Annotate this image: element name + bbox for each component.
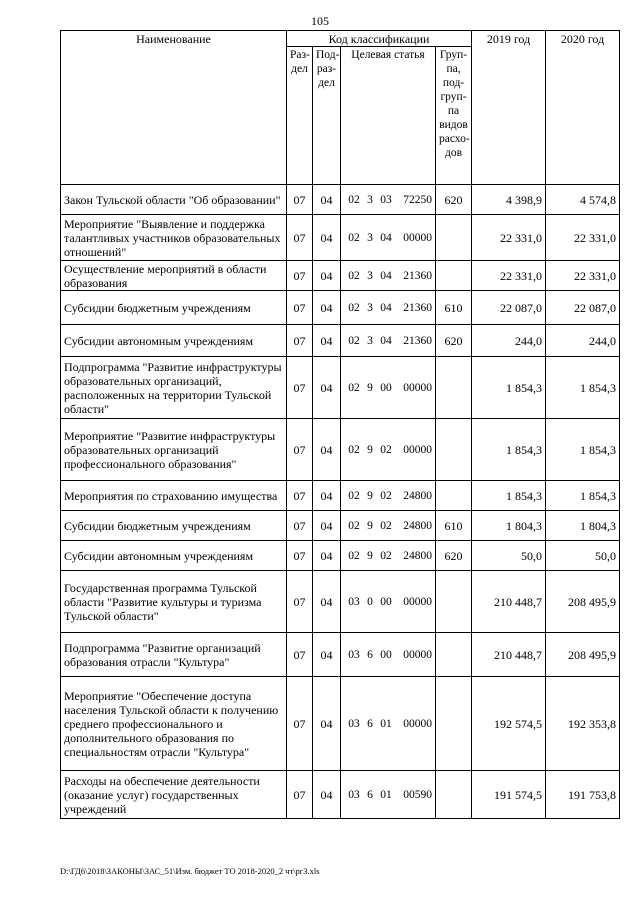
target-subprogram: 3 (367, 193, 373, 206)
table-row (61, 771, 620, 819)
row-expense-group: 620 (436, 541, 472, 571)
row-name: Закон Тульской области "Об образовании" (61, 185, 287, 215)
target-direction: 21360 (403, 334, 432, 347)
header-target-article: Целевая статья (341, 47, 436, 185)
row-amount-2020: 1 854,3 (546, 419, 620, 481)
target-program: 02 (348, 269, 360, 282)
table-row (61, 419, 620, 481)
row-amount-2020: 191 753,8 (546, 771, 620, 819)
row-name: Субсидии автономным учреждениям (61, 541, 287, 571)
row-target-article (341, 541, 436, 571)
header-section: Раз- дел (287, 47, 313, 185)
row-amount-2020: 4 574,8 (546, 185, 620, 215)
target-event: 00 (380, 595, 392, 608)
row-amount-2019: 192 574,5 (472, 677, 546, 771)
target-program: 03 (348, 648, 360, 661)
row-target-article (341, 771, 436, 819)
target-program: 02 (348, 193, 360, 206)
row-amount-2020: 22 087,0 (546, 291, 620, 325)
target-subprogram: 3 (367, 301, 373, 314)
row-name: Мероприятие "Выявление и поддержка талантливых участников образовательных отношений" (61, 215, 287, 261)
row-name: Субсидии бюджетным учреждениям (61, 291, 287, 325)
target-event: 04 (380, 334, 392, 347)
target-direction: 21360 (403, 269, 432, 282)
row-amount-2019: 1 804,3 (472, 511, 546, 541)
target-direction: 00000 (403, 648, 432, 661)
row-amount-2019: 22 331,0 (472, 215, 546, 261)
table-row (61, 481, 620, 511)
row-target-article (341, 633, 436, 677)
row-expense-group (436, 419, 472, 481)
row-amount-2019: 50,0 (472, 541, 546, 571)
row-expense-group: 610 (436, 291, 472, 325)
table-row (61, 357, 620, 419)
row-amount-2020: 22 331,0 (546, 261, 620, 291)
row-expense-group: 610 (436, 511, 472, 541)
budget-rows (61, 185, 620, 819)
row-expense-group (436, 633, 472, 677)
row-section: 07 (287, 261, 313, 291)
target-event: 04 (380, 301, 392, 314)
target-direction: 00000 (403, 717, 432, 730)
row-target-article (341, 571, 436, 633)
row-section: 07 (287, 481, 313, 511)
row-amount-2020: 244,0 (546, 325, 620, 357)
row-amount-2019: 1 854,3 (472, 419, 546, 481)
row-subsection: 04 (313, 571, 341, 633)
header-subsection: Под- раз- дел (313, 47, 341, 185)
target-direction: 00590 (403, 788, 432, 801)
page-number: 105 (311, 14, 329, 28)
target-subprogram: 9 (367, 489, 373, 502)
row-target-article (341, 261, 436, 291)
row-name: Государственная программа Тульской области "Развитие культуры и туризма Тульской области" (61, 571, 287, 633)
table-row (61, 261, 620, 291)
target-subprogram: 6 (367, 717, 373, 730)
row-name: Расходы на обеспечение деятельности (оказание услуг) государственных учреждений (61, 771, 287, 819)
target-program: 03 (348, 717, 360, 730)
row-name: Осуществление мероприятий в области образования (61, 261, 287, 291)
target-subprogram: 3 (367, 231, 373, 244)
row-subsection: 04 (313, 261, 341, 291)
row-amount-2019: 1 854,3 (472, 481, 546, 511)
header-year-2020: 2020 год (546, 31, 620, 185)
target-subprogram: 9 (367, 519, 373, 532)
row-amount-2019: 210 448,7 (472, 571, 546, 633)
row-section: 07 (287, 357, 313, 419)
row-amount-2019: 22 331,0 (472, 261, 546, 291)
row-target-article (341, 357, 436, 419)
target-program: 02 (348, 301, 360, 314)
table-row (61, 215, 620, 261)
row-subsection: 04 (313, 481, 341, 511)
target-direction: 00000 (403, 595, 432, 608)
target-direction: 24800 (403, 489, 432, 502)
target-event: 02 (380, 519, 392, 532)
target-event: 02 (380, 443, 392, 456)
row-amount-2020: 192 353,8 (546, 677, 620, 771)
row-expense-group: 620 (436, 185, 472, 215)
row-section: 07 (287, 677, 313, 771)
row-section: 07 (287, 541, 313, 571)
row-expense-group (436, 357, 472, 419)
target-event: 02 (380, 489, 392, 502)
row-subsection: 04 (313, 633, 341, 677)
file-path-footer: D:\ГД6\2018\ЗАКОНЫ\ЗАС_51\Изм. бюджет ТО 2018-2020_2 чт\рг3.xls (60, 866, 320, 876)
row-amount-2019: 4 398,9 (472, 185, 546, 215)
header-classification: Код классификации (287, 31, 472, 47)
row-name: Субсидии автономным учреждениям (61, 325, 287, 357)
row-target-article (341, 215, 436, 261)
row-amount-2020: 1 854,3 (546, 357, 620, 419)
row-subsection: 04 (313, 677, 341, 771)
target-direction: 00000 (403, 231, 432, 244)
target-program: 02 (348, 489, 360, 502)
table-row (61, 677, 620, 771)
table-row (61, 571, 620, 633)
row-amount-2020: 208 495,9 (546, 571, 620, 633)
table-row (61, 633, 620, 677)
row-target-article (341, 481, 436, 511)
row-amount-2020: 50,0 (546, 541, 620, 571)
target-subprogram: 6 (367, 788, 373, 801)
row-name: Мероприятие "Обеспечение доступа населения Тульской области к получению среднего профессионального и дополнительного образования по специальностям отрасли "Культура" (61, 677, 287, 771)
row-amount-2019: 191 574,5 (472, 771, 546, 819)
row-section: 07 (287, 633, 313, 677)
target-program: 03 (348, 788, 360, 801)
target-event: 03 (380, 193, 392, 206)
row-target-article (341, 419, 436, 481)
target-program: 02 (348, 519, 360, 532)
row-subsection: 04 (313, 419, 341, 481)
table-row (61, 511, 620, 541)
row-expense-group: 620 (436, 325, 472, 357)
target-direction: 00000 (403, 381, 432, 394)
row-subsection: 04 (313, 357, 341, 419)
target-program: 02 (348, 549, 360, 562)
header-expense-group: Груп- па, под- груп- па видов расхо- дов (436, 47, 472, 185)
row-expense-group (436, 215, 472, 261)
row-section: 07 (287, 325, 313, 357)
target-event: 00 (380, 648, 392, 661)
row-name: Субсидии бюджетным учреждениям (61, 511, 287, 541)
target-direction: 00000 (403, 443, 432, 456)
row-expense-group (436, 571, 472, 633)
row-subsection: 04 (313, 325, 341, 357)
table-row (61, 291, 620, 325)
row-amount-2019: 1 854,3 (472, 357, 546, 419)
target-subprogram: 0 (367, 595, 373, 608)
target-direction: 72250 (403, 193, 432, 206)
row-section: 07 (287, 291, 313, 325)
row-section: 07 (287, 511, 313, 541)
row-subsection: 04 (313, 185, 341, 215)
table-row (61, 325, 620, 357)
row-section: 07 (287, 419, 313, 481)
row-amount-2020: 1 804,3 (546, 511, 620, 541)
row-target-article (341, 185, 436, 215)
header-year-2019: 2019 год (472, 31, 546, 185)
target-direction: 24800 (403, 519, 432, 532)
target-program: 02 (348, 334, 360, 347)
row-section: 07 (287, 571, 313, 633)
row-subsection: 04 (313, 511, 341, 541)
row-target-article (341, 325, 436, 357)
row-amount-2019: 210 448,7 (472, 633, 546, 677)
row-amount-2020: 208 495,9 (546, 633, 620, 677)
budget-table (60, 30, 620, 819)
target-program: 02 (348, 443, 360, 456)
row-subsection: 04 (313, 541, 341, 571)
row-amount-2019: 22 087,0 (472, 291, 546, 325)
row-expense-group (436, 261, 472, 291)
header-name: Наименование (61, 31, 287, 185)
row-expense-group (436, 677, 472, 771)
row-name: Мероприятие "Развитие инфраструктуры образовательных организаций профессионального образования" (61, 419, 287, 481)
target-subprogram: 3 (367, 334, 373, 347)
row-amount-2020: 1 854,3 (546, 481, 620, 511)
target-program: 03 (348, 595, 360, 608)
target-program: 02 (348, 381, 360, 394)
target-subprogram: 9 (367, 549, 373, 562)
target-subprogram: 3 (367, 269, 373, 282)
target-program: 02 (348, 231, 360, 244)
row-name: Подпрограмма "Развитие организаций образования отрасли "Культура" (61, 633, 287, 677)
table-row (61, 185, 620, 215)
row-target-article (341, 677, 436, 771)
target-event: 04 (380, 231, 392, 244)
target-event: 02 (380, 549, 392, 562)
target-event: 00 (380, 381, 392, 394)
row-amount-2019: 244,0 (472, 325, 546, 357)
row-section: 07 (287, 771, 313, 819)
row-name: Мероприятия по страхованию имущества (61, 481, 287, 511)
row-section: 07 (287, 215, 313, 261)
target-subprogram: 9 (367, 443, 373, 456)
row-target-article (341, 291, 436, 325)
table-row (61, 541, 620, 571)
target-subprogram: 6 (367, 648, 373, 661)
row-subsection: 04 (313, 771, 341, 819)
row-subsection: 04 (313, 291, 341, 325)
row-name: Подпрограмма "Развитие инфраструктуры образовательных организаций, расположенных на территории Тульской области" (61, 357, 287, 419)
row-subsection: 04 (313, 215, 341, 261)
row-amount-2020: 22 331,0 (546, 215, 620, 261)
row-expense-group (436, 771, 472, 819)
row-target-article (341, 511, 436, 541)
target-event: 04 (380, 269, 392, 282)
target-event: 01 (380, 717, 392, 730)
target-event: 01 (380, 788, 392, 801)
row-expense-group (436, 481, 472, 511)
target-direction: 24800 (403, 549, 432, 562)
target-direction: 21360 (403, 301, 432, 314)
target-subprogram: 9 (367, 381, 373, 394)
row-section: 07 (287, 185, 313, 215)
